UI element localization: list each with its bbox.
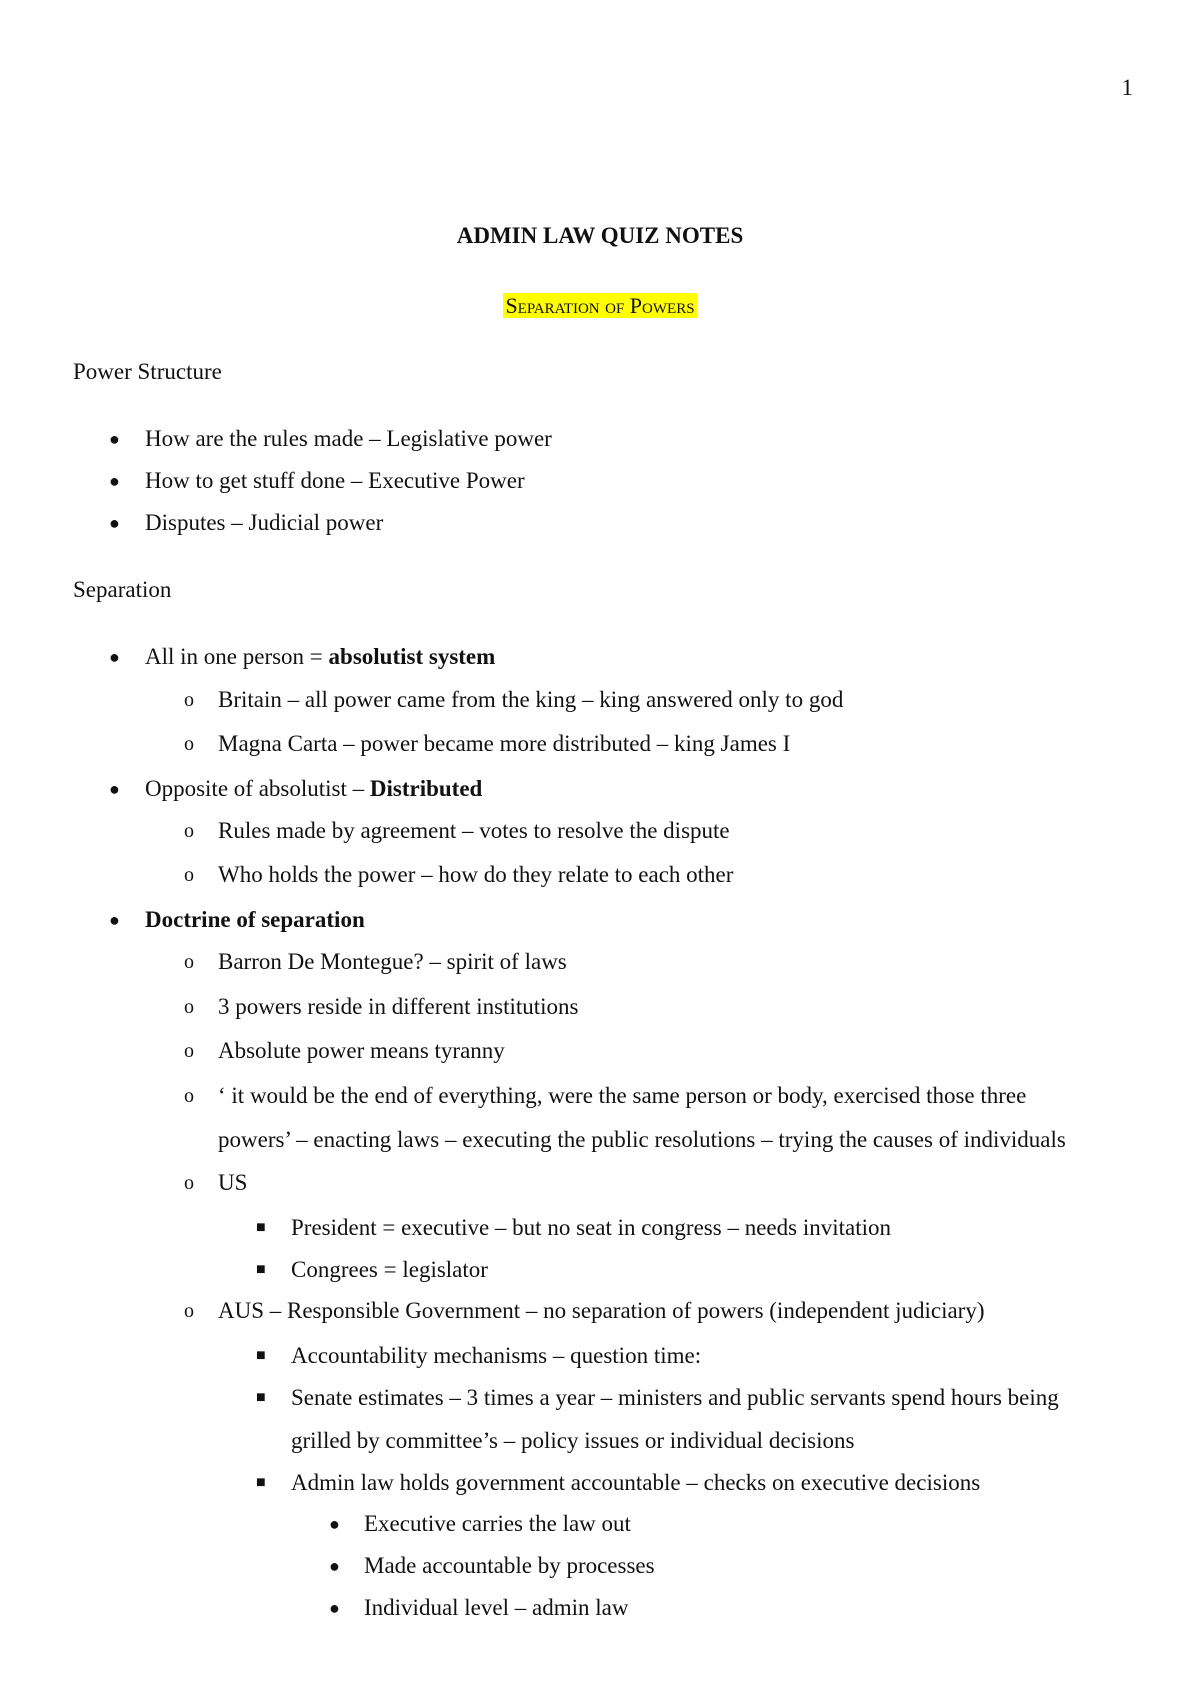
list-item: President = executive – but no seat in congress – needs invitation xyxy=(291,1215,891,1240)
bullet-circle-icon: o xyxy=(184,864,194,886)
bullet-square-icon: ■ xyxy=(256,1219,266,1236)
list-item: Barron De Montegue? – spirit of laws xyxy=(218,949,567,974)
bullet-circle-icon: o xyxy=(184,951,194,973)
list-item-continuation: grilled by committee’s – policy issues or individual decisions xyxy=(291,1428,855,1453)
document-title: ADMIN LAW QUIZ NOTES xyxy=(456,223,744,248)
list-item: Magna Carta – power became more distributed – king James I xyxy=(218,731,791,756)
list-item: 3 powers reside in different institutions xyxy=(218,994,579,1019)
bullet-circle-icon: o xyxy=(184,996,194,1018)
item-bold-term: Distributed xyxy=(369,776,483,801)
list-item: How to get stuff done – Executive Power xyxy=(145,468,525,493)
bullet-square-icon: ■ xyxy=(256,1389,266,1406)
list-item: Executive carries the law out xyxy=(364,1511,631,1536)
bullet-dot-icon: ● xyxy=(329,1514,340,1534)
list-item: ‘ it would be the end of everything, were the same person or body, exercised those three xyxy=(218,1083,1027,1108)
heading-power-structure: Power Structure xyxy=(73,359,222,384)
list-item: US xyxy=(218,1170,248,1195)
heading-separation: Separation xyxy=(73,577,172,602)
bullet-dot-icon: ● xyxy=(109,647,120,667)
bullet-dot-icon: ● xyxy=(329,1598,340,1618)
bullet-square-icon: ■ xyxy=(256,1347,266,1364)
bullet-circle-icon: o xyxy=(184,733,194,755)
bullet-dot-icon: ● xyxy=(329,1556,340,1576)
list-item: Individual level – admin law xyxy=(364,1595,629,1620)
list-item: Senate estimates – 3 times a year – ministers and public servants spend hours being xyxy=(291,1385,1059,1410)
section-subtitle xyxy=(0,292,1200,320)
item-text: All in one person = xyxy=(145,644,329,669)
bullet-square-icon: ■ xyxy=(256,1261,266,1278)
bullet-dot-icon: ● xyxy=(109,429,120,449)
bullet-circle-icon: o xyxy=(184,1040,194,1062)
list-item: AUS – Responsible Government – no separation of powers (independent judiciary) xyxy=(218,1298,985,1323)
list-item: Congrees = legislator xyxy=(291,1257,488,1282)
bullet-circle-icon: o xyxy=(184,689,194,711)
list-item: Rules made by agreement – votes to resolve the dispute xyxy=(218,818,730,843)
bullet-circle-icon: o xyxy=(184,1300,194,1322)
list-item: Disputes – Judicial power xyxy=(145,510,384,535)
highlighted-subtitle: Separation of Powers xyxy=(505,293,695,318)
bullet-circle-icon: o xyxy=(184,1172,194,1194)
list-item: Accountability mechanisms – question time: xyxy=(291,1343,702,1368)
item-text: Opposite of absolutist – xyxy=(145,776,370,801)
list-item: Admin law holds government accountable – checks on executive decisions xyxy=(291,1470,981,1495)
bullet-dot-icon: ● xyxy=(109,779,120,799)
bullet-dot-icon: ● xyxy=(109,471,120,491)
bullet-circle-icon: o xyxy=(184,820,194,842)
list-item xyxy=(145,643,495,671)
list-item: Made accountable by processes xyxy=(364,1553,655,1578)
list-item xyxy=(145,775,482,803)
list-item: Doctrine of separation xyxy=(145,907,365,932)
bullet-circle-icon: o xyxy=(184,1085,194,1107)
list-item: How are the rules made – Legislative power xyxy=(145,426,552,451)
item-bold-term: absolutist system xyxy=(328,644,496,669)
list-item: Absolute power means tyranny xyxy=(218,1038,505,1063)
bullet-dot-icon: ● xyxy=(109,513,120,533)
bullet-dot-icon: ● xyxy=(109,910,120,930)
list-item: Britain – all power came from the king – king answered only to god xyxy=(218,687,844,712)
list-item-continuation: powers’ – enacting laws – executing the public resolutions – trying the causes of individuals xyxy=(218,1127,1066,1152)
page-number: 1 xyxy=(1121,75,1133,100)
list-item: Who holds the power – how do they relate to each other xyxy=(218,862,734,887)
bullet-square-icon: ■ xyxy=(256,1474,266,1491)
